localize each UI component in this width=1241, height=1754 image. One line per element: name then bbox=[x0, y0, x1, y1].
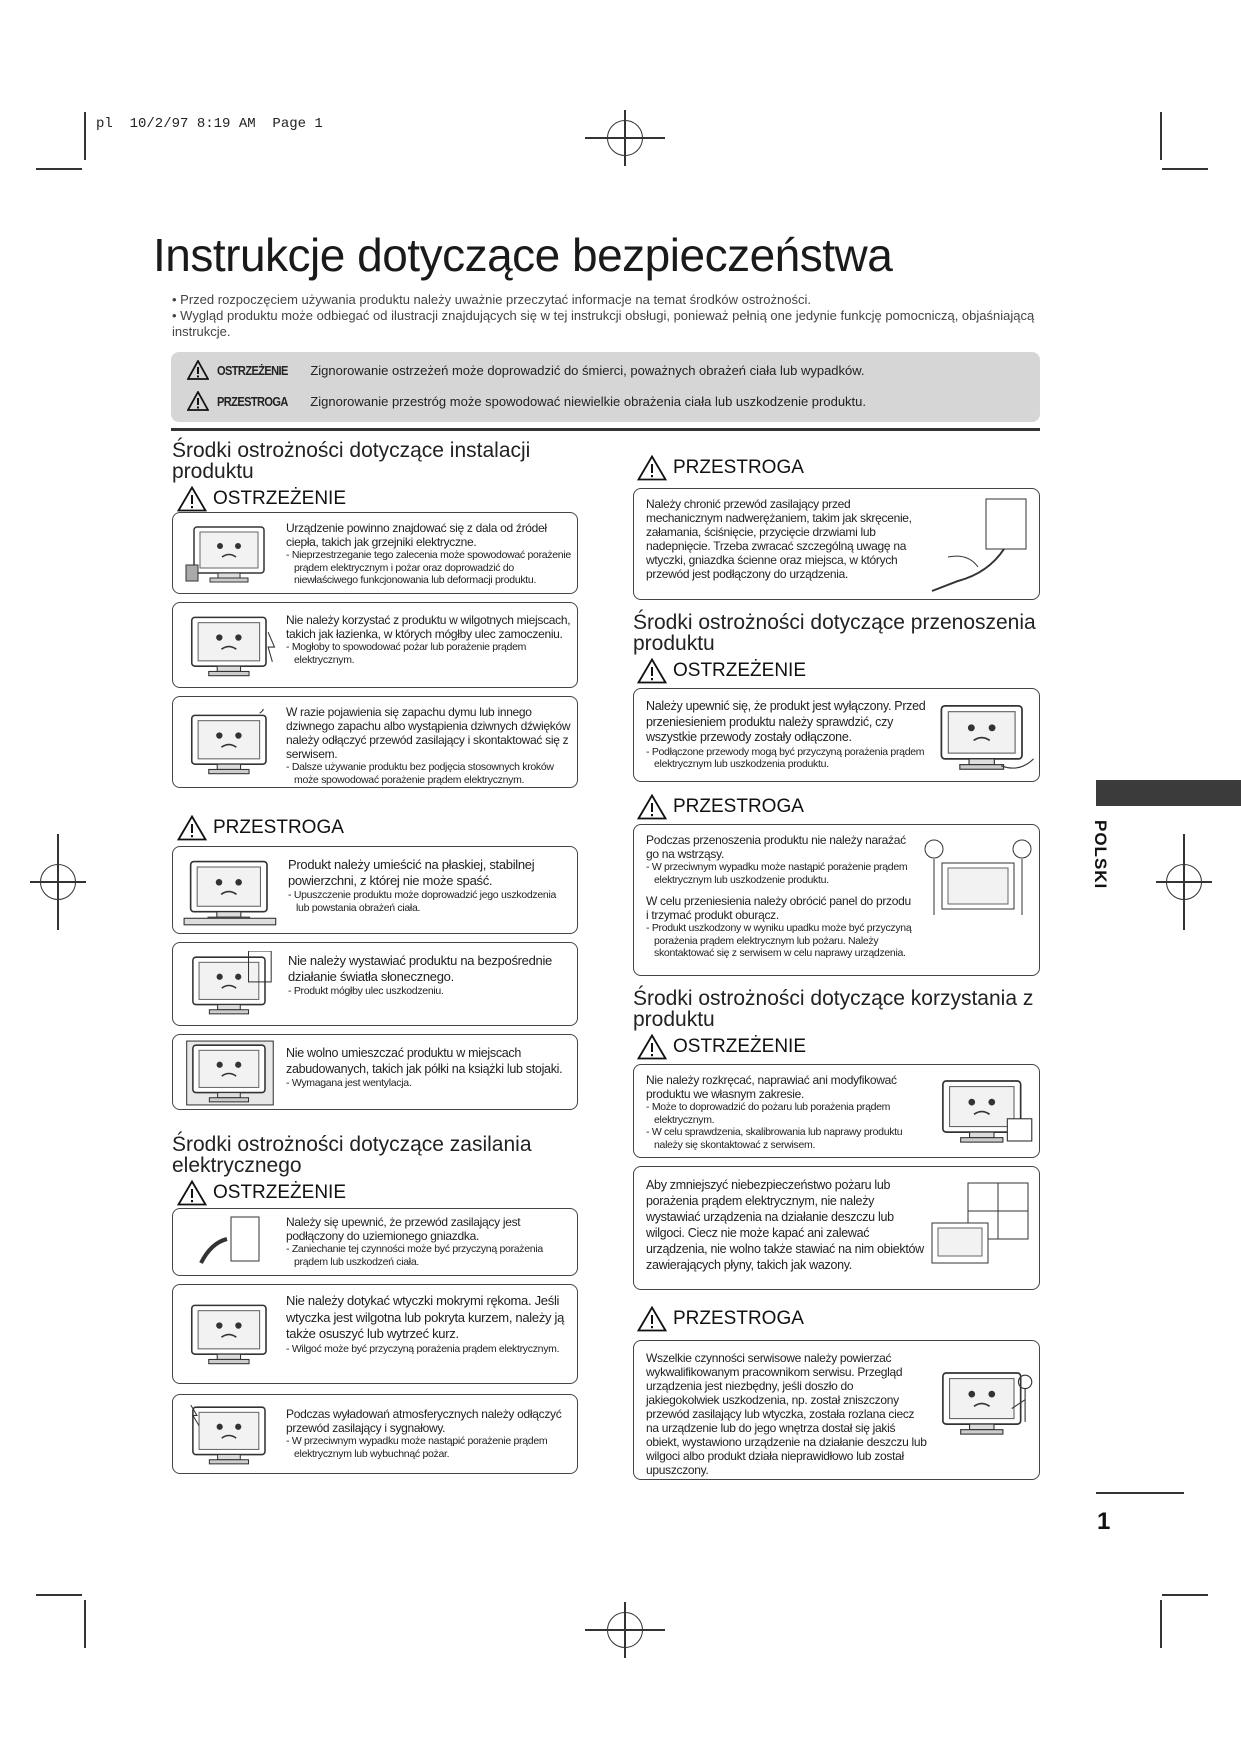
safety-box bbox=[172, 1208, 578, 1276]
box-main-text: Urządzenie powinno znajdować się z dala od źródeł ciepła, takich jak grzejniki elektryczne. bbox=[286, 521, 547, 549]
box-note-text: - Produkt uszkodzony w wyniku upadku może być przyczyną porażenia prądem elektrycznym lub pożaru. Należy skontaktować się z serwisem w celu naprawy urządzenia. bbox=[646, 922, 912, 959]
box-note-text: - W przeciwnym wypadku może nastąpić porażenie prądem elektrycznym lub uszkodzenie produktu. bbox=[646, 861, 908, 886]
box-note-text: - Dalsze używanie produktu bez podjęcia stosownych kroków może spowodować porażenie prądem elektrycznym. bbox=[286, 761, 554, 786]
warning-triangle-icon bbox=[637, 794, 667, 820]
box-main-text: Podczas wyładowań atmosferycznych należy odłączyć przewód zasilający i sygnałowy. bbox=[286, 1407, 562, 1435]
box-main-text: Należy się upewnić, że przewód zasilający jest podłączony do uziemionego gniazdka. bbox=[286, 1215, 521, 1243]
crop-mark bbox=[1162, 1594, 1208, 1596]
warning-triangle-icon bbox=[187, 391, 209, 411]
notice-legend bbox=[171, 352, 1040, 422]
tv-illustration-icon bbox=[181, 1039, 281, 1107]
tv-illustration-icon bbox=[181, 521, 281, 587]
plug-illustration-icon bbox=[191, 1213, 267, 1273]
box-note-text: - Wilgoć może być przyczyną porażenia prądem elektrycznym. bbox=[286, 1342, 560, 1355]
section-heading-usage: Środki ostrożności dotyczące korzystania z produktu bbox=[633, 987, 1034, 1031]
box-main-text: W razie pojawienia się zapachu dymu lub innego dziwnego zapachu albo wystąpienia dziwnych dźwięków należy odłączyć przewód zasilający i skontaktować się z serwisem. bbox=[286, 705, 571, 761]
page-title: Instrukcje dotyczące bezpieczeństwa bbox=[153, 229, 893, 281]
tv-illustration-icon bbox=[181, 1401, 281, 1469]
safety-box bbox=[172, 1034, 578, 1110]
section-heading-installation: Środki ostrożności dotyczące instalacji produktu bbox=[172, 439, 531, 483]
box-main-text: W celu przeniesienia należy obrócić panel do przodu i trzymać produkt oburącz. bbox=[646, 894, 911, 922]
divider bbox=[171, 428, 1040, 431]
notice-caution-text: Zignorowanie przestróg może spowodować niewielkie obrażenia ciała lub uszkodzenie produktu. bbox=[310, 393, 866, 409]
notice-warning-text: Zignorowanie ostrzeżeń może doprowadzić do śmierci, poważnych obrażeń ciała lub wypadków. bbox=[310, 362, 865, 378]
caution-heading: PRZESTROGA bbox=[637, 1306, 804, 1332]
cable-illustration-icon bbox=[928, 493, 1036, 595]
caution-heading: PRZESTROGA bbox=[637, 794, 804, 820]
warning-triangle-icon bbox=[177, 1180, 207, 1206]
crop-mark bbox=[84, 112, 86, 160]
page-number: 1 bbox=[1097, 1508, 1111, 1535]
box-main-text: Nie należy rozkręcać, naprawiać ani modyfikować produktu we własnym zakresie. bbox=[646, 1073, 897, 1101]
divider bbox=[1096, 1492, 1184, 1494]
box-main-text: Aby zmniejszyć niebezpieczeństwo pożaru lub porażenia prądem elektrycznym, nie należy wystawiać urządzenia na działanie deszczu lub wilgoci. Ciecz nie może kapać ani zalewać urządzenia, nie wolno także stawiać na nim obiektów zawierających płyny, takich jak wazony. bbox=[646, 1178, 924, 1272]
warning-triangle-icon bbox=[637, 658, 667, 684]
crop-mark bbox=[36, 1594, 82, 1596]
warning-triangle-icon bbox=[637, 1034, 667, 1060]
box-note-text: - Upuszczenie produktu może doprowadzić jego uszkodzenia lub powstania obrażeń ciała. bbox=[288, 889, 557, 914]
safety-box bbox=[633, 1340, 1040, 1480]
box-note-text: - Zaniechanie tej czynności może być przyczyną porażenia prądem lub uszkodzeń ciała. bbox=[286, 1243, 543, 1268]
warning-triangle-icon bbox=[177, 815, 207, 841]
carrying-tv-illustration-icon bbox=[920, 835, 1036, 925]
crop-mark bbox=[84, 1600, 86, 1648]
crop-mark bbox=[1160, 1600, 1162, 1648]
box-note-text: - Nieprzestrzeganie tego zalecenia może spowodować porażenie prądem elektrycznym i pożar oraz doprowadzić do niewłaściwego funkcjonowania lub deformacji produktu. bbox=[286, 549, 571, 586]
tv-illustration-icon bbox=[932, 699, 1036, 775]
box-note-text: - Mogłoby to spowodować pożar lub porażenie prądem elektrycznym. bbox=[286, 641, 527, 666]
tv-illustration-icon bbox=[181, 1299, 281, 1369]
safety-box bbox=[633, 824, 1040, 976]
safety-box bbox=[633, 1064, 1040, 1158]
warning-heading: OSTRZEŻENIE bbox=[177, 486, 346, 512]
language-tab bbox=[1096, 780, 1241, 806]
box-main-text: Należy chronić przewód zasilający przed mechanicznym nadwerężaniem, takim jak skręcenie, załamania, ściśnięcie, przycięcie drzwiami lub nadepnięcie. Trzeba zwracać szczególną uwagę na wtyczki, gniazdka ścienne oraz miejsca, w których przewód jest podłączony do urządzenia. bbox=[646, 497, 912, 581]
box-main-text: Nie wolno umieszczać produktu w miejscach zabudowanych, takich jak półki na książki lub stojaki. bbox=[286, 1046, 563, 1076]
safety-box bbox=[172, 696, 578, 788]
caution-heading: PRZESTROGA bbox=[637, 455, 804, 481]
box-main-text: Podczas przenoszenia produktu nie należy narażać go na wstrząsy. bbox=[646, 833, 906, 861]
box-main-text: Należy upewnić się, że produkt jest wyłączony. Przed przeniesieniem produktu należy sprawdzić, czy wszystkie przewody zostały odłączone. bbox=[646, 699, 926, 744]
tv-illustration-icon bbox=[181, 611, 281, 681]
box-main-text: Nie należy dotykać wtyczki mokrymi rękoma. Jeśli wtyczka jest wilgotna lub pokryta kurzem, należy ją także osuszyć lub wytrzeć kurz. bbox=[286, 1293, 565, 1341]
tv-illustration-icon bbox=[934, 1073, 1034, 1149]
safety-box bbox=[633, 1166, 1040, 1290]
box-note-text: - W przeciwnym wypadku może nastąpić porażenie prądem elektrycznym lub wybuchnąć pożar. bbox=[286, 1435, 548, 1460]
safety-box bbox=[172, 942, 578, 1026]
tv-illustration-icon bbox=[181, 709, 281, 779]
language-label: POLSKI bbox=[1091, 820, 1110, 890]
warning-heading: OSTRZEŻENIE bbox=[637, 658, 806, 684]
print-stamp: pl 10/2/97 8:19 AM Page 1 bbox=[96, 116, 323, 132]
intro-bullet: • Wygląd produktu może odbiegać od ilustracji znajdujących się w tej instrukcji obsługi, ponieważ pełnią one jedynie funkcję pomocniczą, objaśniającą instrukcje. bbox=[172, 308, 1035, 339]
warning-triangle-icon bbox=[177, 486, 207, 512]
intro-bullet: • Przed rozpoczęciem używania produktu należy uważnie przeczytać informacje na temat środków ostrożności. bbox=[172, 292, 811, 307]
box-note-text: - Wymagana jest wentylacja. bbox=[286, 1077, 412, 1089]
box-note-text: - Produkt mógłby ulec uszkodzeniu. bbox=[288, 985, 444, 997]
warning-heading: OSTRZEŻENIE bbox=[177, 1180, 346, 1206]
tv-illustration-icon bbox=[181, 951, 281, 1019]
safety-box bbox=[172, 1284, 578, 1384]
notice-caution-keyword: PRZESTROGA bbox=[217, 393, 288, 409]
tv-illustration-icon bbox=[181, 855, 281, 927]
crop-mark bbox=[1160, 112, 1162, 160]
warning-triangle-icon bbox=[637, 455, 667, 481]
safety-box bbox=[633, 488, 1040, 600]
box-note-text: - W celu sprawdzenia, skalibrowania lub naprawy produktu należy się skontaktować z serwisem. bbox=[646, 1126, 903, 1151]
notice-warning-keyword: OSTRZEŻENIE bbox=[217, 362, 288, 378]
box-main-text: Produkt należy umieścić na płaskiej, stabilnej powierzchni, z której nie może spaść. bbox=[288, 857, 535, 888]
warning-heading: OSTRZEŻENIE bbox=[637, 1034, 806, 1060]
box-note-text: - Podłączone przewody mogą być przyczyną porażenia prądem elektrycznym lub uszkodzenia produktu. bbox=[646, 745, 925, 770]
crop-mark bbox=[36, 168, 82, 170]
crop-mark bbox=[1162, 168, 1208, 170]
section-heading-moving: Środki ostrożności dotyczące przenoszenia produktu bbox=[633, 611, 1036, 655]
box-main-text: Nie należy wystawiać produktu na bezpośrednie działanie światła słonecznego. bbox=[288, 953, 552, 984]
intro-bullets bbox=[172, 292, 1042, 340]
safety-box bbox=[633, 688, 1040, 782]
box-note-text: - Może to doprowadzić do pożaru lub porażenia prądem elektrycznym. bbox=[646, 1101, 891, 1126]
technician-illustration-icon bbox=[934, 1365, 1034, 1441]
warning-triangle-icon bbox=[187, 360, 209, 380]
rain-window-illustration-icon bbox=[928, 1177, 1036, 1277]
box-main-text: Nie należy korzystać z produktu w wilgotnych miejscach, takich jak łazienka, w których mógłby ulec zamoczeniu. bbox=[286, 613, 571, 641]
warning-triangle-icon bbox=[637, 1306, 667, 1332]
caution-heading: PRZESTROGA bbox=[177, 815, 344, 841]
safety-box bbox=[172, 602, 578, 688]
safety-box bbox=[172, 846, 578, 934]
box-main-text: Wszelkie czynności serwisowe należy powierzać wykwalifikowanym pracownikom serwisu. Przegląd urządzenia jest niezbędny, jeśli doszło do jakiegokolwiek uszkodzenia, np. został zniszczony przewód zasilający lub wtyczka, została rozlana ciecz na urządzenie lub do jego wnętrza dostał się jakiś obiekt, wystawiono urządzenie na działanie deszczu lub wilgoci albo produkt działa nieprawidłowo lub został upuszczony. bbox=[646, 1351, 927, 1477]
safety-box bbox=[172, 512, 578, 594]
section-heading-power: Środki ostrożności dotyczące zasilania elektrycznego bbox=[172, 1133, 532, 1177]
safety-box bbox=[172, 1394, 578, 1474]
